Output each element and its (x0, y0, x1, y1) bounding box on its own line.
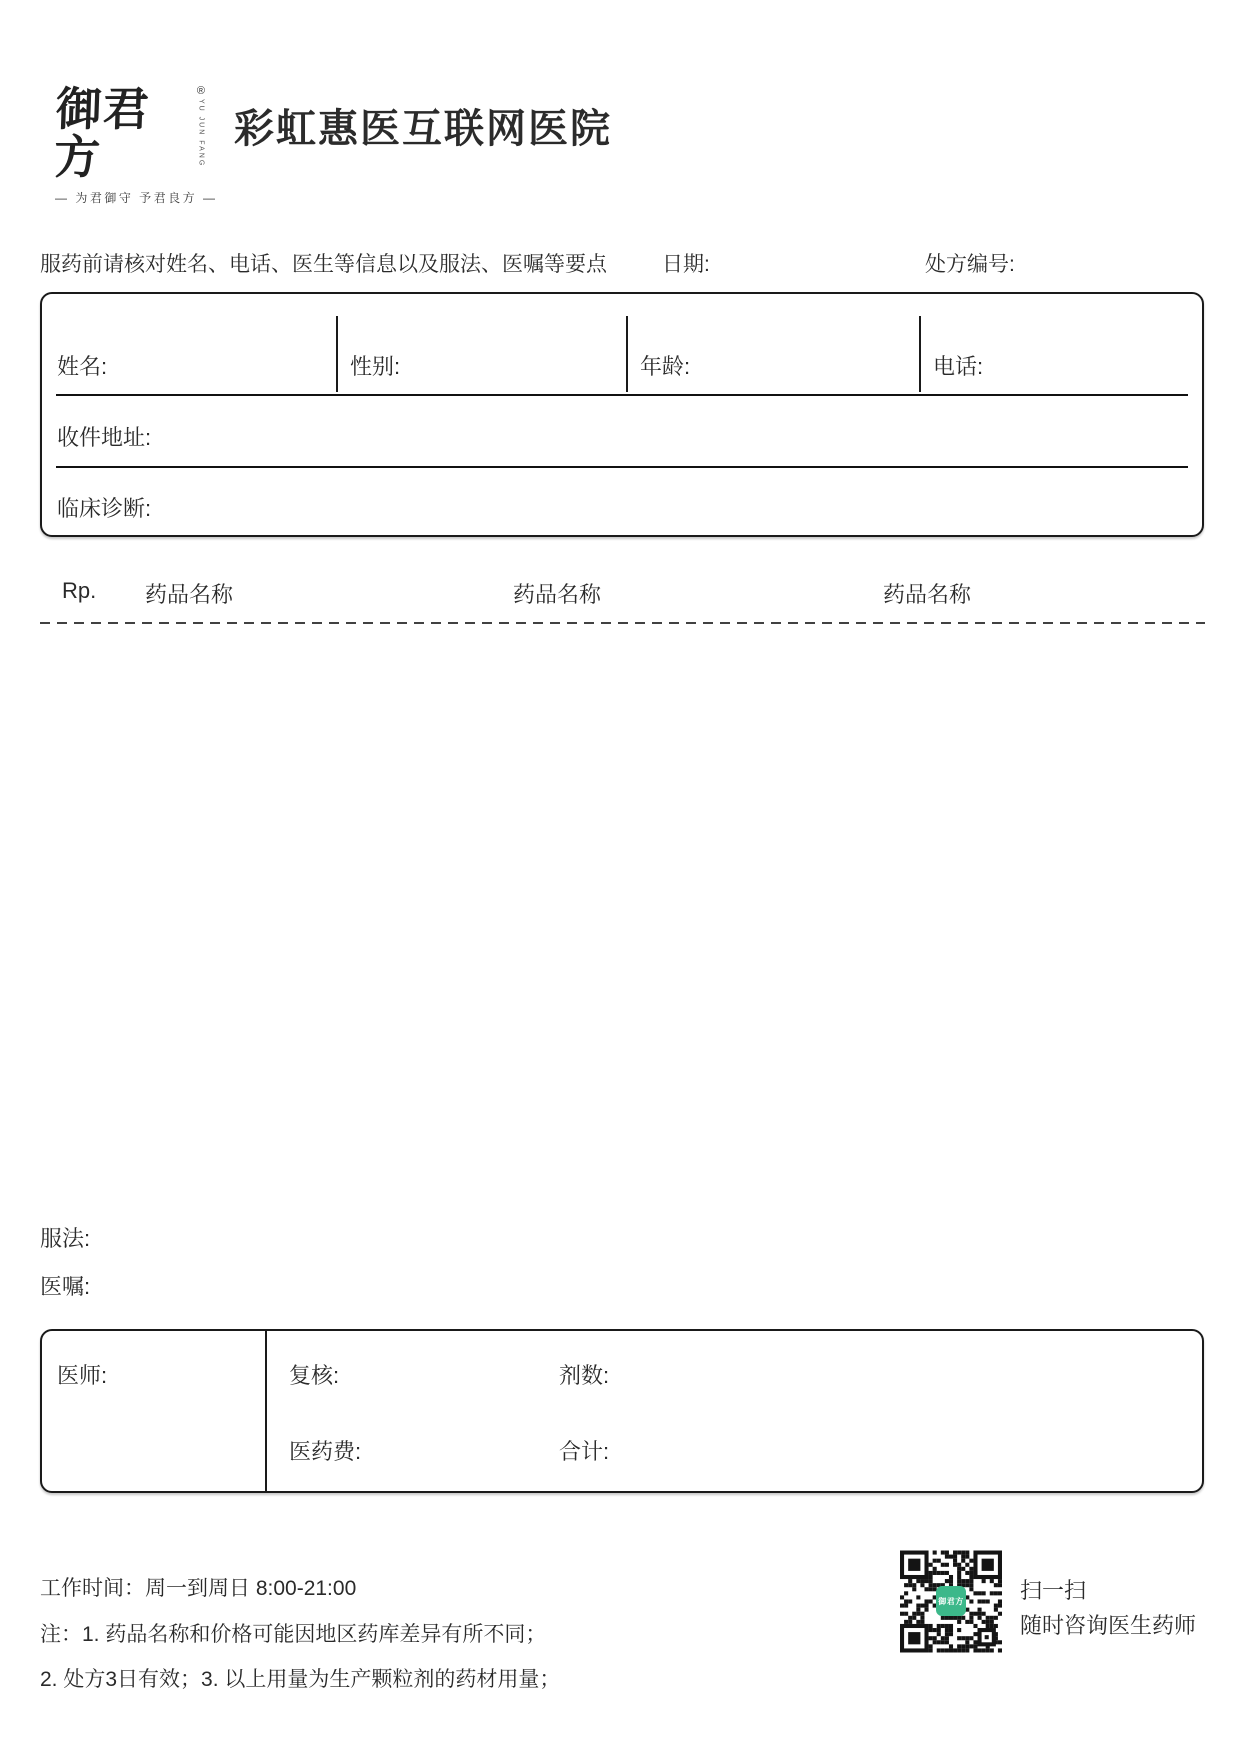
scan-subtitle: 随时咨询医生药师 (1020, 1613, 1197, 1638)
diagnosis-label: 临床诊断: (57, 496, 152, 521)
note-line-1: 注：1. 药品名称和价格可能因地区药库差异有所不同； (40, 1623, 547, 1646)
fee-label: 医药费: (289, 1439, 362, 1464)
brand-vertical-text: YU JUN FANG (197, 99, 205, 168)
scan-title: 扫一扫 (1020, 1578, 1087, 1603)
row-divider (56, 466, 1188, 468)
name-label: 姓名: (57, 354, 108, 379)
brand-logo-text: 御君方 (53, 84, 151, 184)
brand-tagline: — 为君御守 予君良方 — (55, 190, 218, 205)
gender-label: 性别: (350, 354, 401, 379)
column-divider (919, 316, 921, 392)
doses-label: 剂数: (559, 1363, 610, 1388)
drug-col-header-3: 药品名称 (883, 582, 972, 607)
drug-col-header-1: 药品名称 (145, 582, 234, 607)
rx-number-label: 处方编号: (925, 253, 1015, 276)
patient-info-box (40, 292, 1204, 537)
review-label: 复核: (289, 1363, 340, 1388)
signature-box (40, 1329, 1204, 1493)
note-line-2: 2. 处方3日有效；3. 以上用量为生产颗粒剂的药材用量； (40, 1668, 561, 1691)
column-divider (626, 316, 628, 392)
qr-center-logo: 御君方 (936, 1586, 966, 1616)
hospital-title: 彩虹惠医互联网医院 (234, 107, 612, 151)
doctor-label: 医师: (57, 1363, 108, 1388)
brand-logo (53, 84, 218, 206)
date-label: 日期: (662, 253, 710, 276)
pre-use-notice: 服药前请核对姓名、电话、医生等信息以及服法、医嘱等要点 (40, 253, 607, 276)
advice-label: 医嘱: (40, 1274, 91, 1299)
signature-divider (265, 1331, 267, 1491)
age-label: 年龄: (640, 354, 691, 379)
rx-divider-dashed (40, 622, 1205, 624)
row-divider (56, 394, 1188, 396)
address-label: 收件地址: (57, 425, 152, 450)
phone-label: 电话: (933, 354, 984, 379)
rp-label: Rp. (62, 578, 97, 603)
drug-col-header-2: 药品名称 (513, 582, 602, 607)
column-divider (336, 316, 338, 392)
registered-trademark-icon: ® (196, 85, 205, 97)
work-time: 工作时间：周一到周日 8:00-21:00 (40, 1577, 357, 1600)
total-label: 合计: (559, 1439, 610, 1464)
usage-label: 服法: (40, 1226, 91, 1251)
qr-code (900, 1550, 1002, 1653)
